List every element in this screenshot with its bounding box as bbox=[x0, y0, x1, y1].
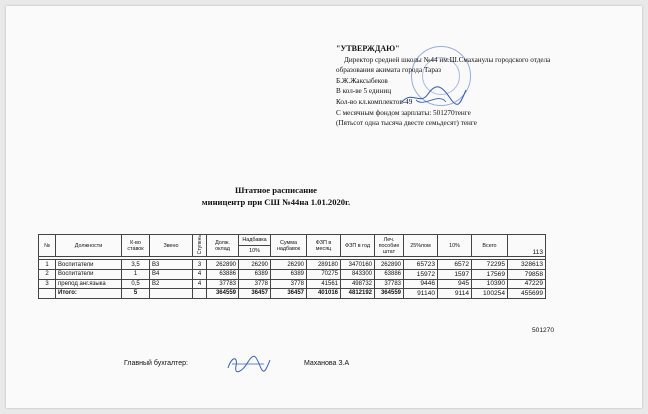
header-position: Должности bbox=[56, 235, 122, 257]
accountant-name: Маханова З.А bbox=[304, 360, 350, 367]
document-page bbox=[6, 6, 642, 408]
approval-class-sets: Кол-во кл.комплектов-49 bbox=[336, 97, 413, 106]
header-total: Всего bbox=[472, 235, 508, 257]
header-grade-text: Ступень bbox=[196, 235, 203, 255]
header-salary: Долж. оклад bbox=[207, 235, 239, 257]
accountant-signature bbox=[224, 352, 272, 374]
header-bonus-sum: Сумма надбавок bbox=[271, 235, 307, 257]
approval-director-name: Б.Ж.Жаксыбеков bbox=[336, 76, 388, 85]
header-fzp-month: ФЗП в месяц bbox=[307, 235, 341, 257]
approval-monthly-fund: С месячным фондом зарплаты: 501270тенге bbox=[336, 108, 471, 117]
title-line-2: миницентр при СШ №44на 1.01.2020г. bbox=[201, 197, 351, 207]
header-fzp-year: ФЗП в год bbox=[341, 235, 375, 257]
header-rate-count: К-во ставок bbox=[122, 235, 150, 257]
header-allowance: Леч. пособие штат bbox=[375, 235, 404, 257]
table-total-row: Итого: 5 364559 36457 36457 401016 4812192 364559 91140 9114 100254 455699 bbox=[39, 289, 546, 299]
header-num: № bbox=[39, 235, 56, 257]
table-row: 3 препод анг.языка 0,5 В2 4 37783 3778 3778 41561 498732 37783 9446 945 10390 47229 bbox=[39, 279, 546, 289]
header-bonus-pct: 10% bbox=[239, 246, 271, 257]
header-level: Звено bbox=[150, 235, 193, 257]
header-25pct: 25%пом bbox=[404, 235, 438, 257]
approval-units: В кол-ве 5 единиц bbox=[336, 87, 392, 96]
approval-heading: "УТВЕРЖДАЮ" bbox=[336, 44, 400, 53]
table-row: 2 Воспитатели 1 В4 4 63886 6389 6389 70275 843300 63886 15972 1597 17569 79858 bbox=[39, 269, 546, 279]
title-line-1: Штатное расписание bbox=[235, 185, 317, 195]
approval-fund-words: (Пятьсот одна тысяча двесте семьдесят) тенге bbox=[336, 119, 477, 128]
grand-total-note: 501270 bbox=[532, 327, 555, 334]
document-title bbox=[156, 184, 396, 208]
header-grade bbox=[193, 235, 207, 257]
header-extra: 113 bbox=[508, 235, 546, 257]
approval-block bbox=[336, 44, 636, 129]
table-header-row bbox=[39, 235, 546, 246]
header-10pct: 10% bbox=[438, 235, 472, 257]
staff-table bbox=[38, 234, 546, 299]
table-row: 1 Воспитатели 3,5 В3 3 262890 26290 26290 289180 3470160 262890 65723 6572 72295 328613 bbox=[39, 260, 546, 270]
header-bonus: Надбавка bbox=[239, 235, 271, 246]
accountant-label: Главный бухгалтер: bbox=[124, 360, 188, 367]
approval-director-line: Директор средней школы №44 им.Ш.Смаханулы городского отдела bbox=[344, 55, 551, 64]
approval-org-line: образования акимата города Тараз bbox=[336, 66, 441, 75]
